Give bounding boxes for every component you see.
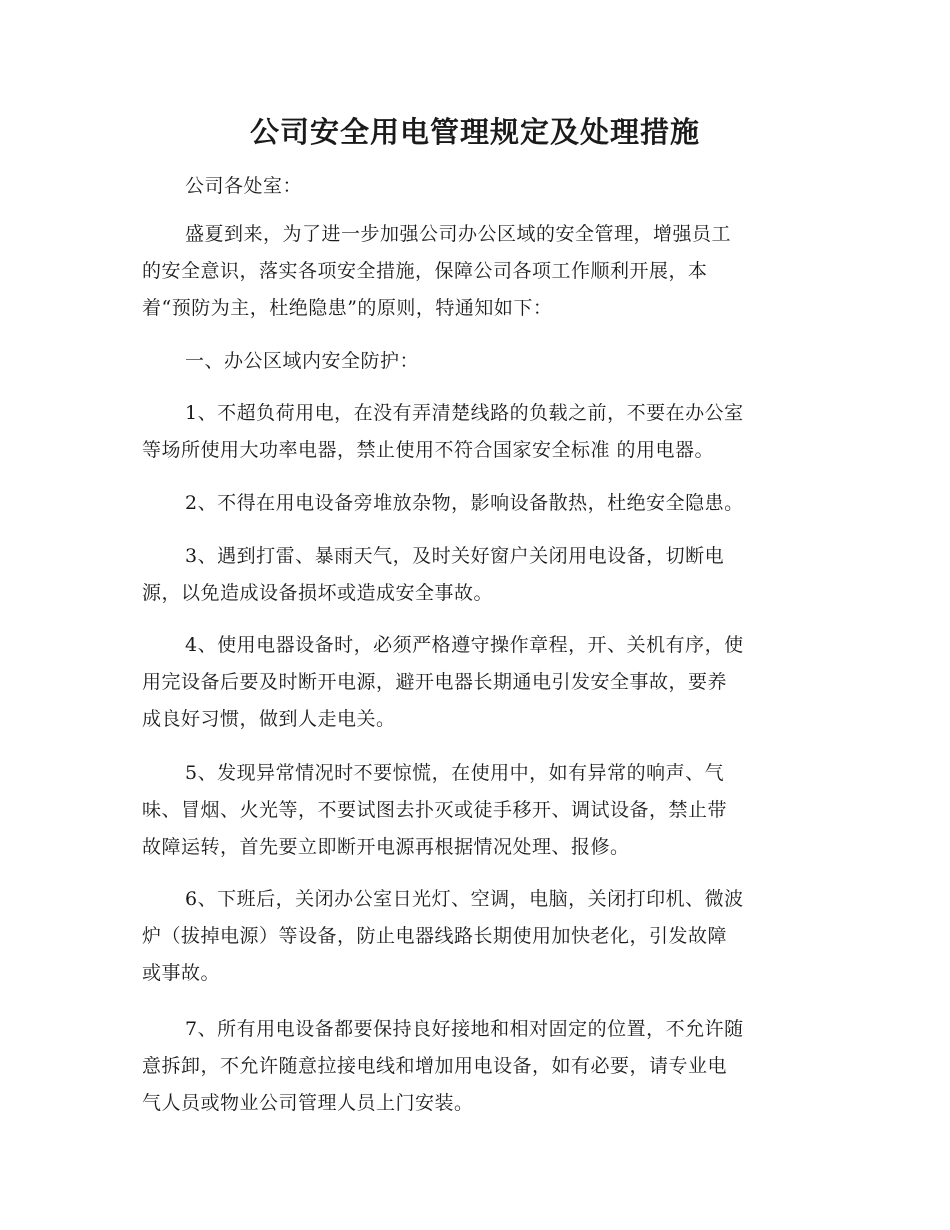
list-item-line: 成良好习惯，做到人走电关。 bbox=[142, 708, 396, 730]
list-item bbox=[142, 538, 812, 612]
list-item-line: 2、不得在用电设备旁堆放杂物，影响设备散热，杜绝安全隐患。 bbox=[185, 492, 744, 514]
list-item-line: 1、不超负荷用电，在没有弄清楚线路的负载之前，不要在办公室 bbox=[185, 402, 744, 424]
list-item-line: 炉（拔掉电源）等设备，防止电器线路长期使用加快老化，引发故障 bbox=[142, 925, 728, 947]
list-item bbox=[142, 627, 812, 738]
list-item-line: 等场所使用大功率电器，禁止使用不符合国家安全标准 的用电器。 bbox=[142, 439, 715, 461]
list-item-line: 用完设备后要及时断开电源，避开电器长期通电引发安全事故，要养 bbox=[142, 671, 728, 693]
list-item bbox=[142, 755, 812, 866]
list-item-line: 源，以免造成设备损坏或造成安全事故。 bbox=[142, 582, 494, 604]
salutation-line: 公司各处室： bbox=[185, 175, 303, 197]
list-item-line: 味、冒烟、火光等，不要试图去扑灭或徒手移开、调试设备，禁止带 bbox=[142, 799, 728, 821]
list-item-line: 3、遇到打雷、暴雨天气，及时关好窗户关闭用电设备，切断电 bbox=[185, 545, 725, 567]
list-item-line: 意拆卸，不允许随意拉接电线和增加用电设备，如有必要，请专业电 bbox=[142, 1055, 728, 1077]
list-item-line: 6、下班后，关闭办公室日光灯、空调，电脑，关闭打印机、微波 bbox=[185, 888, 744, 910]
list-item-line: 5、发现异常情况时不要惊慌，在使用中，如有异常的响声、气 bbox=[185, 762, 725, 784]
list-item-line: 故障运转，首先要立即断开电源再根据情况处理、报修。 bbox=[142, 836, 630, 858]
salutation bbox=[142, 168, 812, 205]
list-item-line: 或事故。 bbox=[142, 962, 221, 984]
list-item bbox=[142, 1011, 812, 1122]
list-item bbox=[142, 881, 812, 992]
intro-line: 着“预防为主，杜绝隐患”的原则，特通知如下： bbox=[142, 297, 553, 319]
intro-line: 的安全意识，落实各项安全措施，保障公司各项工作顺利开展，本 bbox=[142, 260, 708, 282]
list-item-line: 4、使用电器设备时，必须严格遵守操作章程，开、关机有序，使 bbox=[185, 634, 744, 656]
list-item-line: 7、所有用电设备都要保持良好接地和相对固定的位置，不允许随 bbox=[185, 1018, 744, 1040]
list-item bbox=[142, 395, 812, 469]
document-title: 公司安全用电管理规定及处理措施 bbox=[249, 115, 700, 149]
list-item-line: 气人员或物业公司管理人员上门安装。 bbox=[142, 1092, 474, 1114]
section-heading-line: 一、办公区域内安全防护： bbox=[185, 350, 420, 372]
section-heading bbox=[142, 343, 812, 380]
list-item bbox=[142, 485, 812, 522]
intro-paragraph bbox=[142, 216, 812, 327]
intro-line: 盛夏到来，为了进一步加强公司办公区域的安全管理，增强员工 bbox=[185, 223, 732, 245]
